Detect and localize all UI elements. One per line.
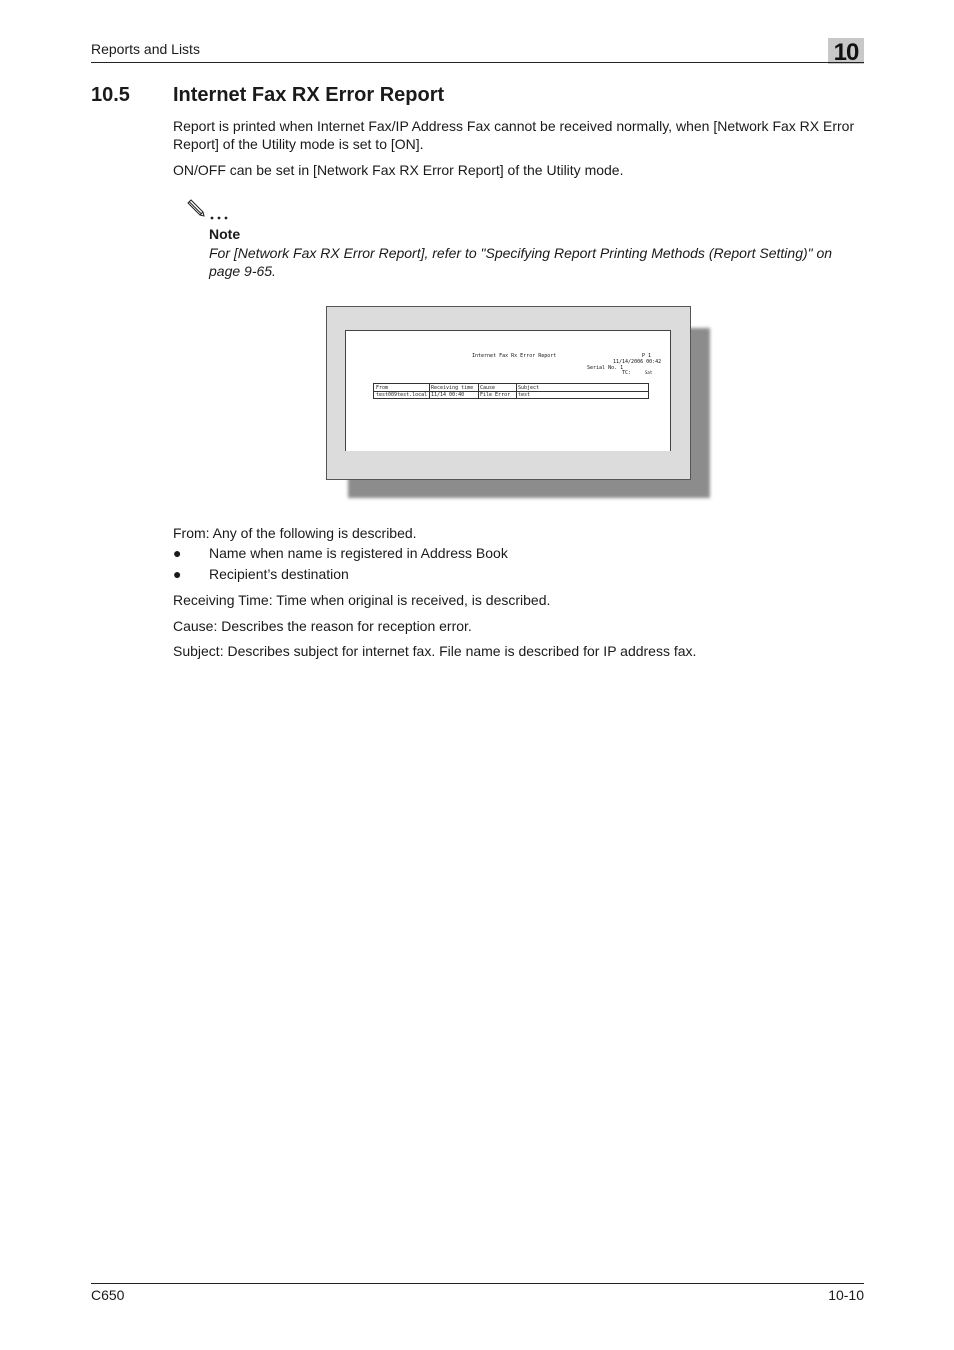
cause-description: Cause: Describes the reason for reception error. bbox=[173, 618, 472, 634]
report-tc: TC: bbox=[622, 370, 632, 376]
bullet-item: Name when name is registered in Address Book bbox=[209, 545, 508, 561]
footer-divider bbox=[91, 1283, 864, 1284]
report-serial: Serial No. 1 bbox=[587, 365, 624, 371]
report-paper bbox=[345, 330, 671, 451]
table-col-divider bbox=[478, 384, 479, 398]
table-header-cell: Cause bbox=[480, 385, 496, 391]
section-title: Internet Fax RX Error Report bbox=[173, 84, 445, 106]
chapter-number-badge: 10 bbox=[828, 38, 864, 64]
header-divider bbox=[91, 62, 864, 63]
report-tc-value: Sat bbox=[645, 370, 653, 375]
bullet-marker: ● bbox=[173, 545, 182, 561]
from-description: From: Any of the following is described. bbox=[173, 525, 417, 541]
table-header-cell: From bbox=[376, 385, 389, 391]
table-col-divider bbox=[516, 384, 517, 398]
report-title: Internet Fax Rx Error Report bbox=[472, 353, 557, 359]
table-cell: 11/14 00:40 bbox=[431, 392, 465, 398]
table-cell: test bbox=[518, 392, 531, 398]
intro-paragraph-2: ON/OFF can be set in [Network Fax RX Error Report] of the Utility mode. bbox=[173, 162, 624, 178]
note-label: Note bbox=[209, 226, 241, 242]
section-number: 10.5 bbox=[91, 84, 130, 106]
table-cell: test009test.local bbox=[376, 392, 428, 398]
report-table bbox=[373, 383, 649, 399]
table-col-divider bbox=[429, 384, 430, 398]
table-header-cell: Receiving time bbox=[431, 385, 474, 391]
table-header-cell: Subject bbox=[518, 385, 540, 391]
running-header: Reports and Lists bbox=[91, 41, 200, 57]
footer-model: C650 bbox=[91, 1287, 125, 1303]
pencil-icon bbox=[185, 198, 235, 222]
note-text: For [Network Fax RX Error Report], refer to "Specifying Report Printing Methods (Report Setting)" on page 9-65. bbox=[209, 245, 833, 279]
subject-description: Subject: Describes subject for internet fax. File name is described for IP address fax. bbox=[173, 643, 697, 659]
report-datetime: 11/14/2006 00:42 bbox=[613, 359, 662, 365]
intro-paragraph-1: Report is printed when Internet Fax/IP Address Fax cannot be received normally, when [Network Fax RX Error Report] of the Utility mode is set to [ON]. bbox=[173, 118, 855, 152]
bullet-marker: ● bbox=[173, 566, 182, 582]
section-heading bbox=[91, 84, 444, 107]
table-cell: File Error bbox=[480, 392, 511, 398]
report-page: P 1 bbox=[642, 353, 652, 359]
receiving-time-description: Receiving Time: Time when original is received, is described. bbox=[173, 592, 551, 608]
page-number: 10-10 bbox=[828, 1287, 864, 1303]
bullet-item: Recipient’s destination bbox=[209, 566, 349, 582]
